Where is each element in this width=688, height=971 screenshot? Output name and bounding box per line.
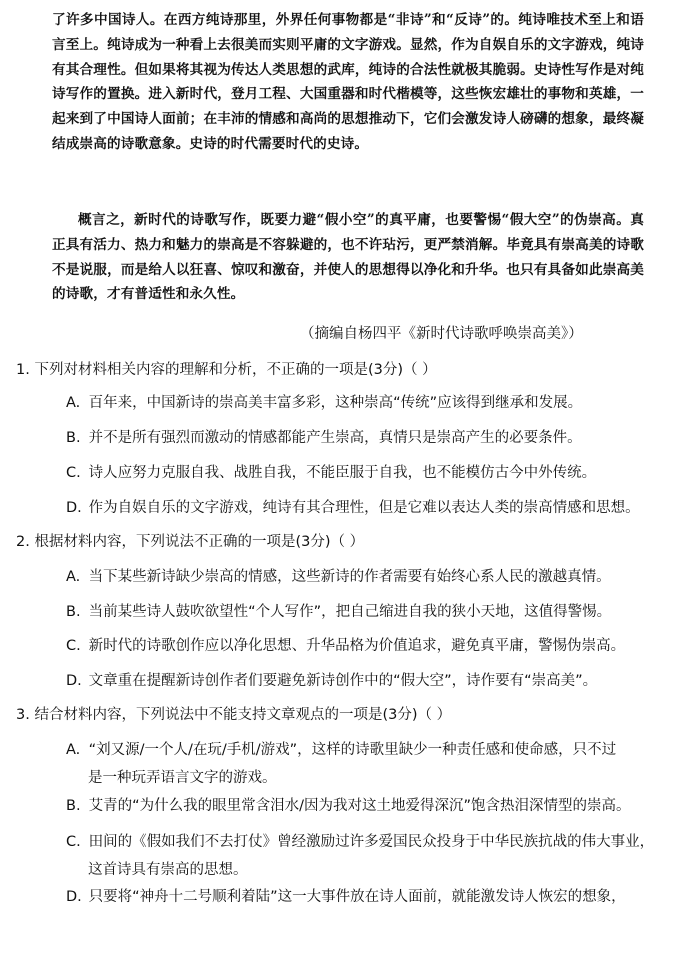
option-text: “刘又源/一个人/在玩/手机/游戏”，这样的诗歌里缺少一种责任感和使命感，只不过 — [88, 742, 617, 758]
question-1-option-d[interactable] — [66, 495, 664, 521]
option-letter: A. — [66, 742, 81, 758]
option-text: 当前某些诗人鼓吹欲望性“个人写作”，把自己缩进自我的狭小天地，这值得警惕。 — [88, 604, 612, 620]
question-2-option-b[interactable] — [66, 599, 664, 625]
option-text: 当下某些新诗缺少崇高的情感，这些新诗的作者需要有始终心系人民的激越真情。 — [88, 569, 611, 585]
option-letter: A. — [66, 569, 81, 585]
option-text: 作为自娱自乐的文字游戏，纯诗有其合理性，但是它难以表达人类的崇高情感和思想。 — [88, 500, 640, 516]
passage-paragraph-1: 了许多中国诗人。在西方纯诗那里，外界任何事物都是“非诗”和“反诗”的。纯诗唯技术至上和语言至上。纯诗成为一种看上去很美而实则平庸的文字游戏。显然，作为自娱自乐的文字游戏，纯诗有其合理性。但如果将其视为传达人类思想的武库，纯诗的合法性就极其脆弱。史诗性写作是对纯诗写作的置换。进入新时代，登月工程、大国重器和时代楷模等，这些恢宏雄壮的事物和英雄，一起来到了中国诗人面前；在丰沛的情感和高尚的思想推动下，它们会激发诗人磅礴的想象，最终凝结成崇高的诗歌意象。史诗的时代需要时代的史诗。 — [52, 12, 644, 152]
option-letter: D. — [66, 673, 82, 689]
question-2-option-d[interactable] — [66, 668, 664, 694]
option-text: 田间的《假如我们不去打仗》曾经激励过许多爱国民众投身于中华民族抗战的伟大事业， — [88, 834, 655, 850]
passage-paragraph-2: 概言之，新时代的诗歌写作，既要力避“假小空”的真平庸，也要警惕“假大空”的伪崇高。真正具有活力、热力和魅力的崇高是不容躲避的，也不许玷污，更严禁消解。毕竟具有崇高美的诗歌不是说服，而是给人以狂喜、惊叹和激奋，并使人的思想得以净化和升华。也只有具备如此崇高美的诗歌，才有普适性和永久性。 — [52, 212, 644, 303]
option-text: 诗人应努力克服自我、战胜自我，不能臣服于自我，也不能模仿古今中外传统。 — [88, 465, 597, 481]
option-letter: B. — [66, 798, 81, 814]
option-text: 只要将“神舟十二号顺利着陆”这一大事件放在诗人面前，就能激发诗人恢宏的想象， — [88, 889, 626, 905]
option-text: 文章重在提醒新诗创作者们要避免新诗创作中的“假大空”，诗作要有“崇高美”。 — [88, 673, 598, 689]
option-text-continued: 是一种玩弄语言文字的游戏。 — [88, 770, 277, 786]
question-2-option-a[interactable] — [66, 564, 664, 590]
question-2-option-c[interactable] — [66, 633, 664, 659]
question-3-stem: 3. 结合材料内容，下列说法中不能支持文章观点的一项是(3分)（ ） — [16, 707, 452, 723]
option-text: 新时代的诗歌创作应以净化思想、升华品格为价值追求，避免真平庸，警惕伪崇高。 — [88, 638, 626, 654]
option-letter: B. — [66, 430, 81, 446]
option-text: 百年来，中国新诗的崇高美丰富多彩，这种崇高“传统”应该得到继承和发展。 — [88, 395, 583, 411]
question-2-stem: 2. 根据材料内容，下列说法不正确的一项是(3分)（ ） — [16, 534, 365, 550]
option-text-continued: 这首诗具有崇高的思想。 — [88, 862, 248, 878]
question-3-option-a[interactable] — [66, 737, 664, 791]
source-citation: （摘编自杨四平《新时代诗歌呼唤崇高美》） — [300, 326, 583, 342]
option-letter: B. — [66, 604, 81, 620]
option-text: 艾青的“为什么我的眼里常含泪水/因为我对这土地爱得深沉”饱含热泪深情型的崇高。 — [88, 798, 631, 814]
question-3-option-c[interactable] — [66, 829, 664, 883]
option-letter: D. — [66, 889, 82, 905]
question-1-option-c[interactable] — [66, 460, 664, 486]
option-letter: C. — [66, 465, 81, 481]
option-letter: D. — [66, 500, 82, 516]
question-1-option-a[interactable] — [66, 390, 664, 416]
question-3-option-d[interactable] — [66, 884, 664, 910]
option-letter: A. — [66, 395, 81, 411]
question-1-stem: 1. 下列对材料相关内容的理解和分析，不正确的一项是(3分)（ ） — [16, 362, 437, 378]
option-letter: C. — [66, 834, 81, 850]
question-3-option-b[interactable] — [66, 793, 664, 819]
question-1-option-b[interactable] — [66, 425, 664, 451]
option-letter: C. — [66, 638, 81, 654]
option-text: 并不是所有强烈而激动的情感都能产生崇高，真情只是崇高产生的必要条件。 — [88, 430, 582, 446]
